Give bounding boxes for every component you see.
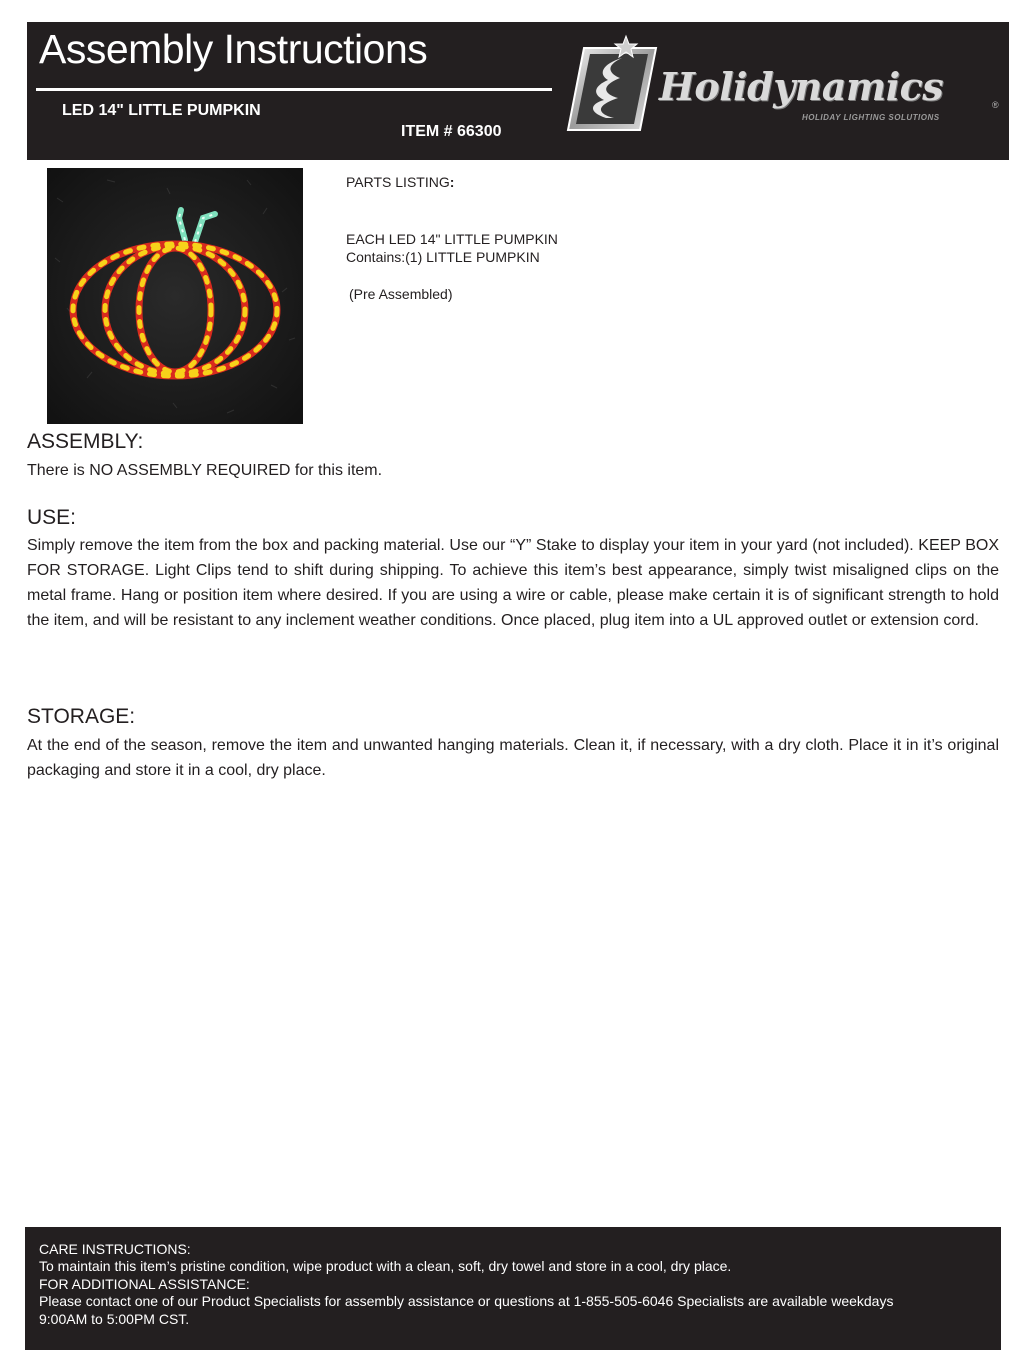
care-heading: CARE INSTRUCTIONS:: [39, 1241, 191, 1257]
storage-heading: STORAGE:: [27, 705, 136, 728]
assistance-heading: FOR ADDITIONAL ASSISTANCE:: [39, 1275, 250, 1292]
registered-mark: ®: [992, 100, 999, 110]
product-name: LED 14" LITTLE PUMPKIN: [62, 102, 261, 119]
assembly-heading: ASSEMBLY:: [27, 430, 144, 453]
brand-wordmark: Holidynamics: [659, 64, 944, 109]
brand-tagline: HOLIDAY LIGHTING SOLUTIONS: [802, 113, 940, 122]
storage-text: At the end of the season, remove the item and unwanted hanging materials. Clean it, if necessary, with a dry cloth. Place it in it’s original packaging and store it in a cool, dry place.: [27, 737, 999, 779]
parts-line-item: EACH LED 14" LITTLE PUMPKIN: [346, 231, 558, 247]
use-text: Simply remove the item from the box and packing material. Use our “Y” Stake to display your item in your yard (not included). KEEP BOX FOR STORAGE. Light Clips tend to shift during shipping. To achieve this item’s best appearance, simply twist misaligned clips on the metal frame. Hang or position item where desired. If you are using a wire or cable, please make certain it is of significant strength to hold the item, and will be resistant to any inclement weather conditions. Once placed, plug item into a UL approved outlet or extension cord.: [27, 537, 999, 629]
parts-heading: PARTS LISTING:: [346, 174, 455, 190]
page-title: Assembly Instructions: [39, 26, 428, 72]
title-underline: [36, 88, 552, 91]
assistance-text: Please contact one of our Product Specialists for assembly assistance or questions at 1-855-505-6046 Specialists are available weekdays: [39, 1293, 894, 1310]
assistance-hours: 9:00AM to 5:00PM CST.: [39, 1310, 190, 1327]
parts-note: (Pre Assembled): [349, 286, 453, 302]
item-number: ITEM # 66300: [401, 123, 502, 140]
assembly-text: There is NO ASSEMBLY REQUIRED for this item.: [27, 462, 383, 479]
care-text: To maintain this item’s pristine condition, wipe product with a clean, soft, dry towel and store in a cool, dry place.: [39, 1258, 732, 1275]
parts-contents: Contains:(1) LITTLE PUMPKIN: [346, 249, 540, 265]
lit-pumpkin-photo: [47, 168, 303, 424]
footer-care-panel: [25, 1227, 1001, 1350]
header-banner: [27, 22, 1009, 160]
use-heading: USE:: [27, 506, 77, 529]
tree-emblem-icon: [564, 34, 664, 138]
brand-logo: [564, 30, 1004, 142]
